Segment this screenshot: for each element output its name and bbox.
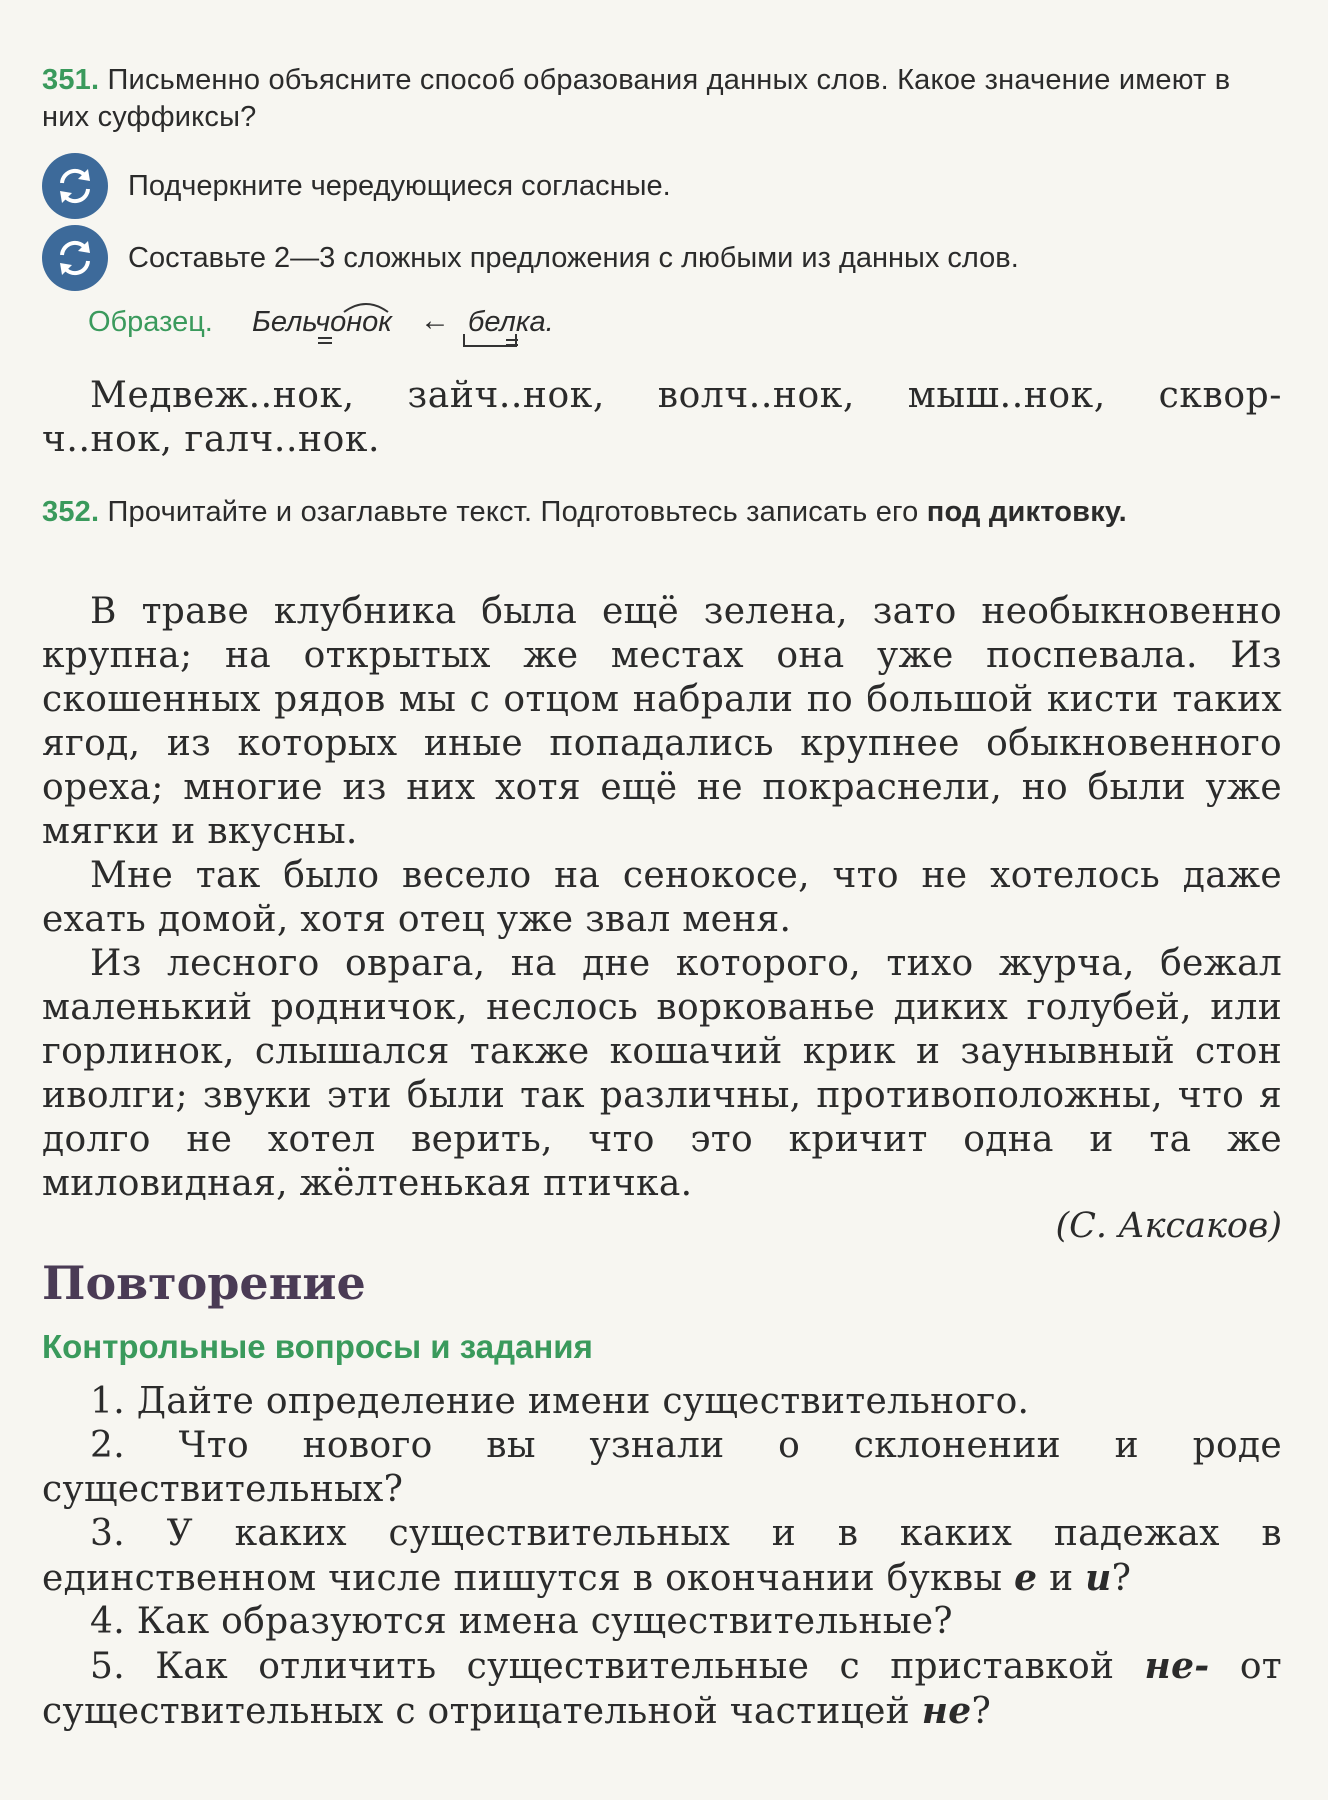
q3-and: и <box>1049 1558 1074 1599</box>
q5-prefix-ne: не- <box>1144 1645 1210 1687</box>
review-heading: Повторение <box>42 1256 366 1310</box>
ex352-instruction-bold: под диктовку. <box>926 496 1127 528</box>
morpheme-marks-1 <box>252 296 412 346</box>
morpheme-marks-2 <box>462 296 562 352</box>
ex352-paragraph-1: В траве клубника была ещё зелена, зато необыкновенно крупна; на открытых же местах она уже поспевала. Из скошенных рядов мы с отцом набрали по большой кисти таких ягод, из которых иные попадались крупнее обыкновенного ореха; многие из них хотя ещё не покраснели, но были уже мягки и вкусны. <box>42 591 1282 852</box>
q5-particle-ne: не <box>921 1690 972 1732</box>
ex351-task1-text: Подчеркните чередующиеся согласные. <box>128 169 671 202</box>
q5-end: ? <box>971 1691 992 1732</box>
ex351-words <box>42 374 1282 462</box>
ex351-number: 351. <box>42 64 100 96</box>
sample-word2: белка. <box>468 306 554 338</box>
repeat-arrows-icon <box>42 225 108 291</box>
review-question-1: 1. Дайте определение имени существительного. <box>90 1381 1030 1422</box>
review-question-2: 2. Что нового вы узнали о склонении и роде существительных? <box>42 1425 1282 1510</box>
ex351-task1 <box>42 156 1282 216</box>
ex352-paragraph-3: Из лесного оврага, на дне которого, тихо журча, бежал маленький родничок, неслось воркованье диких голубей, или горлинок, слышался также кошачий крик и заунывный стон иволги; звуки эти были так различны, противоположны, что я долго не хотел верить, что это кричит одна и та же миловидная, жёлтенькая птичка. <box>42 943 1282 1204</box>
ex352-paragraph-2: Мне так было весело на сенокосе, что не хотелось даже ехать домой, хотя отец уже звал меня. <box>42 855 1282 940</box>
ex352-number: 352. <box>42 496 100 528</box>
sample-label: Образец. <box>88 306 213 338</box>
ex351-task2-text: Составьте 2—3 сложных предложения с любыми из данных слов. <box>128 241 1019 274</box>
q5-text: 5. Как отличить существительные с приставкой <box>90 1646 1115 1687</box>
arrow-left-icon: ← <box>420 304 450 337</box>
review-subheading: Контрольные вопросы и задания <box>42 1328 593 1365</box>
ex351-sample <box>42 302 1282 352</box>
review-question-4: 4. Как образуются имена существительные? <box>90 1601 953 1642</box>
ex352-author: (С. Аксаков) <box>1055 1206 1282 1246</box>
ex352-instruction-text: Прочитайте и озаглавьте текст. Подготовьтесь записать его <box>107 496 919 528</box>
ex351-task2 <box>42 228 1282 288</box>
words-line-2: ч..нок, галч..нок. <box>42 419 381 460</box>
q3-letter-e: е <box>1014 1557 1038 1599</box>
q3-letter-i: и <box>1085 1557 1112 1599</box>
q3-text: 3. У каких существительных и в каких падежах в единственном числе пишутся в окончании буквы <box>42 1513 1282 1599</box>
ex351-instruction <box>42 62 1282 136</box>
sample-word1: Бельчонок <box>252 306 392 338</box>
repeat-arrows-icon <box>42 153 108 219</box>
review-question-5 <box>42 1644 1282 1734</box>
ex351-instruction-text: Письменно объясните способ образования данных слов. Какое значение имеют в них суффиксы? <box>42 64 1231 133</box>
ex352-instruction <box>42 494 1282 531</box>
q5-mid: от существительных с отрицательной частицей <box>42 1646 1283 1732</box>
q3-end: ? <box>1111 1558 1132 1599</box>
words-line-1: Медвеж..нок, зайч..нок, волч..нок, мыш..нок, сквор- <box>90 375 1282 416</box>
review-question-3 <box>42 1512 1282 1601</box>
